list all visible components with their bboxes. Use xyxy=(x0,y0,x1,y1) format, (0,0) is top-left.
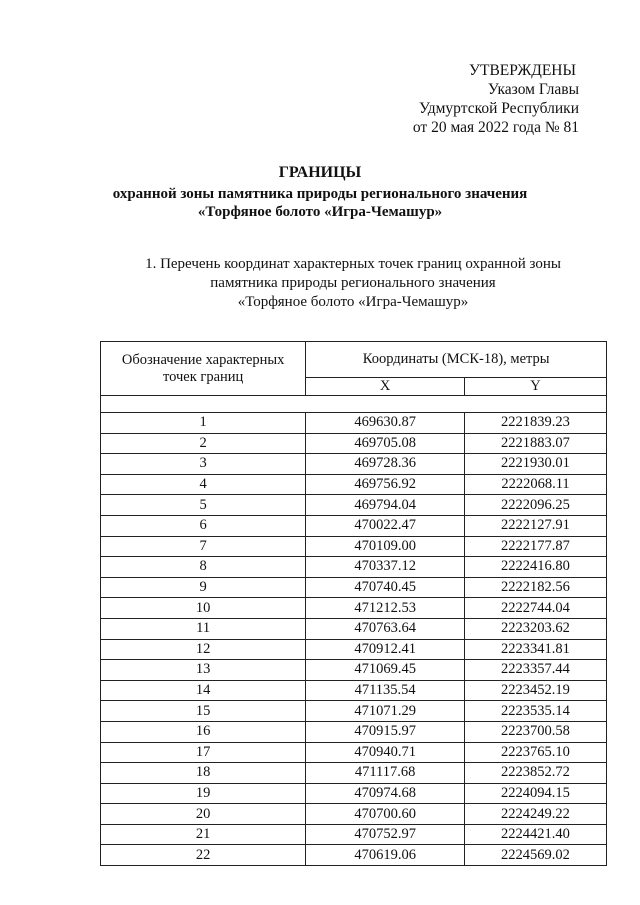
header-coordinates: Координаты (МСК-18), метры xyxy=(306,342,607,378)
x-coordinate-cell: 469794.04 xyxy=(306,495,465,516)
y-coordinate-cell: 2223535.14 xyxy=(464,701,606,722)
title-line-2: охранной зоны памятника природы регионального значения xyxy=(112,186,528,202)
point-number-cell: 12 xyxy=(101,639,306,660)
table-body xyxy=(101,413,607,866)
y-coordinate-cell: 2223452.19 xyxy=(464,680,606,701)
table-row xyxy=(101,454,607,475)
x-coordinate-cell: 471212.53 xyxy=(306,598,465,619)
y-coordinate-cell: 2222127.91 xyxy=(464,515,606,536)
table-row xyxy=(101,783,607,804)
approval-line-3: от 20 мая 2022 года № 81 xyxy=(412,119,579,136)
section-heading-line-2: памятника природы регионального значения xyxy=(210,275,496,291)
x-coordinate-cell: 470109.00 xyxy=(306,536,465,557)
table-row xyxy=(101,742,607,763)
x-coordinate-cell: 470022.47 xyxy=(306,515,465,536)
x-coordinate-cell: 470752.97 xyxy=(306,824,465,845)
point-number-cell: 13 xyxy=(101,660,306,681)
table-row xyxy=(101,598,607,619)
table-row xyxy=(101,515,607,536)
table-row xyxy=(101,660,607,681)
y-coordinate-cell: 2224421.40 xyxy=(464,824,606,845)
x-coordinate-cell: 469705.08 xyxy=(306,433,465,454)
x-coordinate-cell: 471117.68 xyxy=(306,763,465,784)
point-number-cell: 22 xyxy=(101,845,306,866)
table-row xyxy=(101,680,607,701)
point-number-cell: 18 xyxy=(101,763,306,784)
x-coordinate-cell: 470912.41 xyxy=(306,639,465,660)
x-coordinate-cell: 470619.06 xyxy=(306,845,465,866)
header-point-designation: Обозначение характерных точек границ xyxy=(101,342,306,396)
y-coordinate-cell: 2223852.72 xyxy=(464,763,606,784)
y-coordinate-cell: 2222096.25 xyxy=(464,495,606,516)
header-y: Y xyxy=(464,378,606,396)
y-coordinate-cell: 2222068.11 xyxy=(464,474,606,495)
x-coordinate-cell: 470740.45 xyxy=(306,577,465,598)
point-number-cell: 20 xyxy=(101,804,306,825)
header-gap-row xyxy=(101,396,607,413)
y-coordinate-cell: 2222744.04 xyxy=(464,598,606,619)
title-line-1: ГРАНИЦЫ xyxy=(278,164,362,181)
table-row xyxy=(101,721,607,742)
y-coordinate-cell: 2224569.02 xyxy=(464,845,606,866)
table-row xyxy=(101,433,607,454)
point-number-cell: 21 xyxy=(101,824,306,845)
table-row xyxy=(101,639,607,660)
x-coordinate-cell: 470974.68 xyxy=(306,783,465,804)
point-number-cell: 3 xyxy=(101,454,306,475)
y-coordinate-cell: 2222177.87 xyxy=(464,536,606,557)
approval-block xyxy=(413,61,579,137)
point-number-cell: 9 xyxy=(101,577,306,598)
section-heading-line-3: «Торфяное болото «Игра-Чемашур» xyxy=(237,294,469,310)
point-number-cell: 2 xyxy=(101,433,306,454)
table-row xyxy=(101,701,607,722)
point-number-cell: 7 xyxy=(101,536,306,557)
x-coordinate-cell: 470700.60 xyxy=(306,804,465,825)
x-coordinate-cell: 471135.54 xyxy=(306,680,465,701)
document-title xyxy=(0,164,640,221)
table-row xyxy=(101,474,607,495)
table-row xyxy=(101,845,607,866)
table-row xyxy=(101,557,607,578)
x-coordinate-cell: 470940.71 xyxy=(306,742,465,763)
y-coordinate-cell: 2223357.44 xyxy=(464,660,606,681)
header-x: X xyxy=(306,378,465,396)
x-coordinate-cell: 471071.29 xyxy=(306,701,465,722)
y-coordinate-cell: 2224094.15 xyxy=(464,783,606,804)
point-number-cell: 1 xyxy=(101,413,306,434)
y-coordinate-cell: 2223203.62 xyxy=(464,618,606,639)
x-coordinate-cell: 470337.12 xyxy=(306,557,465,578)
point-number-cell: 16 xyxy=(101,721,306,742)
x-coordinate-cell: 471069.45 xyxy=(306,660,465,681)
point-number-cell: 5 xyxy=(101,495,306,516)
table-row xyxy=(101,495,607,516)
table-row xyxy=(101,577,607,598)
approval-line-1: Указом Главы xyxy=(487,81,579,98)
x-coordinate-cell: 470763.64 xyxy=(306,618,465,639)
section-heading-line-1: 1. Перечень координат характерных точек границ охранной зоны xyxy=(145,256,561,272)
approval-head: УТВЕРЖДЕНЫ xyxy=(469,62,576,79)
x-coordinate-cell: 469630.87 xyxy=(306,413,465,434)
table-row xyxy=(101,413,607,434)
y-coordinate-cell: 2222182.56 xyxy=(464,577,606,598)
table-row xyxy=(101,824,607,845)
x-coordinate-cell: 469756.92 xyxy=(306,474,465,495)
table-row xyxy=(101,536,607,557)
table-row xyxy=(101,804,607,825)
title-line-3: «Торфяное болото «Игра-Чемашур» xyxy=(197,204,443,220)
x-coordinate-cell: 470915.97 xyxy=(306,721,465,742)
point-number-cell: 11 xyxy=(101,618,306,639)
point-number-cell: 4 xyxy=(101,474,306,495)
table-row xyxy=(101,763,607,784)
y-coordinate-cell: 2222416.80 xyxy=(464,557,606,578)
y-coordinate-cell: 2221839.23 xyxy=(464,413,606,434)
point-number-cell: 10 xyxy=(101,598,306,619)
point-number-cell: 8 xyxy=(101,557,306,578)
point-number-cell: 17 xyxy=(101,742,306,763)
approval-line-2: Удмуртской Республики xyxy=(418,100,579,117)
point-number-cell: 6 xyxy=(101,515,306,536)
y-coordinate-cell: 2221930.01 xyxy=(464,454,606,475)
y-coordinate-cell: 2223341.81 xyxy=(464,639,606,660)
coordinates-table xyxy=(100,341,607,866)
y-coordinate-cell: 2224249.22 xyxy=(464,804,606,825)
y-coordinate-cell: 2223765.10 xyxy=(464,742,606,763)
point-number-cell: 14 xyxy=(101,680,306,701)
y-coordinate-cell: 2221883.07 xyxy=(464,433,606,454)
table-row xyxy=(101,618,607,639)
x-coordinate-cell: 469728.36 xyxy=(306,454,465,475)
point-number-cell: 19 xyxy=(101,783,306,804)
y-coordinate-cell: 2223700.58 xyxy=(464,721,606,742)
section-heading xyxy=(0,255,640,312)
point-number-cell: 15 xyxy=(101,701,306,722)
